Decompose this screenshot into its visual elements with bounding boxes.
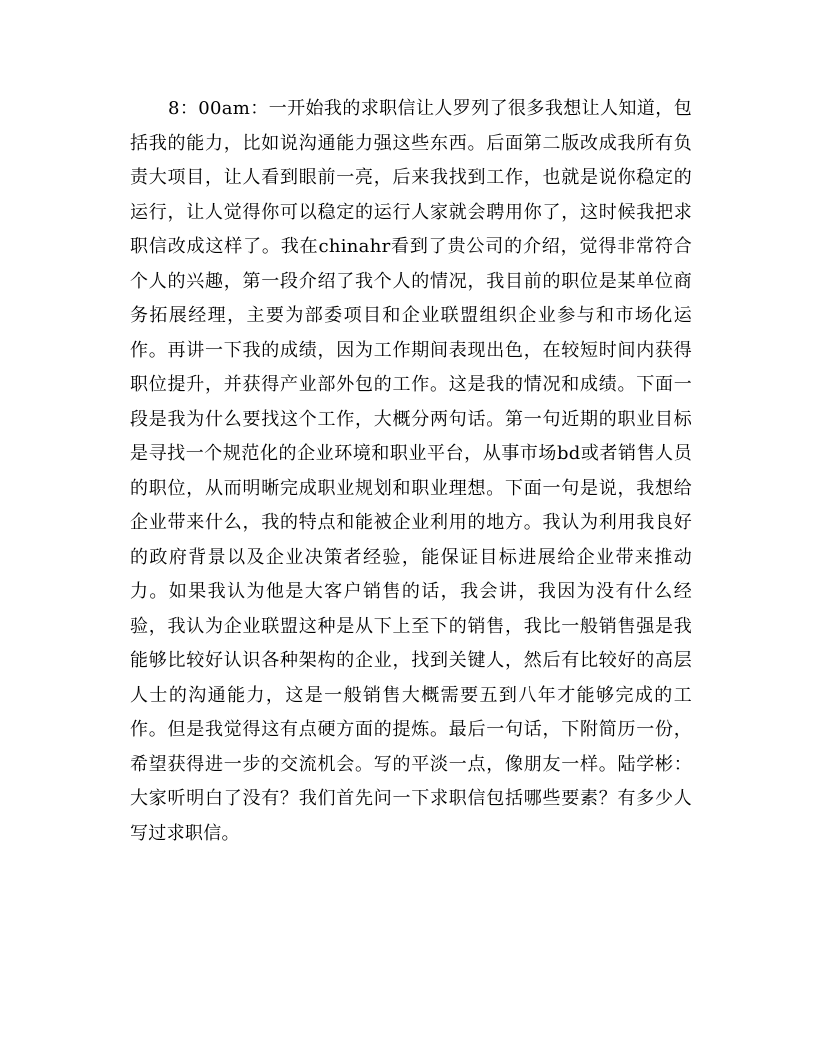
body-paragraph: 8：00am：一开始我的求职信让人罗列了很多我想让人知道，包括我的能力，比如说沟通能力强这些东西。后面第二版改成我所有负责大项目，让人看到眼前一亮，后来我找到工作，也就是说你稳定的运行，让人觉得你可以稳定的运行人家就会聘用你了，这时候我把求职信改成这样了。我在chinahr看到了贵公司的介绍，觉得非常符合个人的兴趣，第一段介绍了我个人的情况，我目前的职位是某单位商务拓展经理，主要为部委项目和企业联盟组织企业参与和市场化运作。再讲一下我的成绩，因为工作期间表现出色，在较短时间内获得职位提升，并获得产业部外包的工作。这是我的情况和成绩。下面一段是我为什么要找这个工作，大概分两句话。第一句近期的职业目标是寻找一个规范化的企业环境和职业平台，从事市场bd或者销售人员的职位，从而明晰完成职业规划和职业理想。下面一句是说，我想给企业带来什么，我的特点和能被企业利用的地方。我认为利用我良好的政府背景以及企业决策者经验，能保证目标进展给企业带来推动力。如果我认为他是大客户销售的话，我会讲，我因为没有什么经验，我认为企业联盟这种是从下上至下的销售，我比一般销售强是我能够比较好认识各种架构的企业，找到关键人，然后有比较好的高层人士的沟通能力，这是一般销售大概需要五到八年才能够完成的工作。但是我觉得这有点硬方面的提炼。最后一句话，下附简历一份，希望获得进一步的交流机会。写的平淡一点，像朋友一样。陆学彬：大家听明白了没有？我们首先问一下求职信包括哪些要素？有多少人写过求职信。 — [130, 98, 692, 844]
